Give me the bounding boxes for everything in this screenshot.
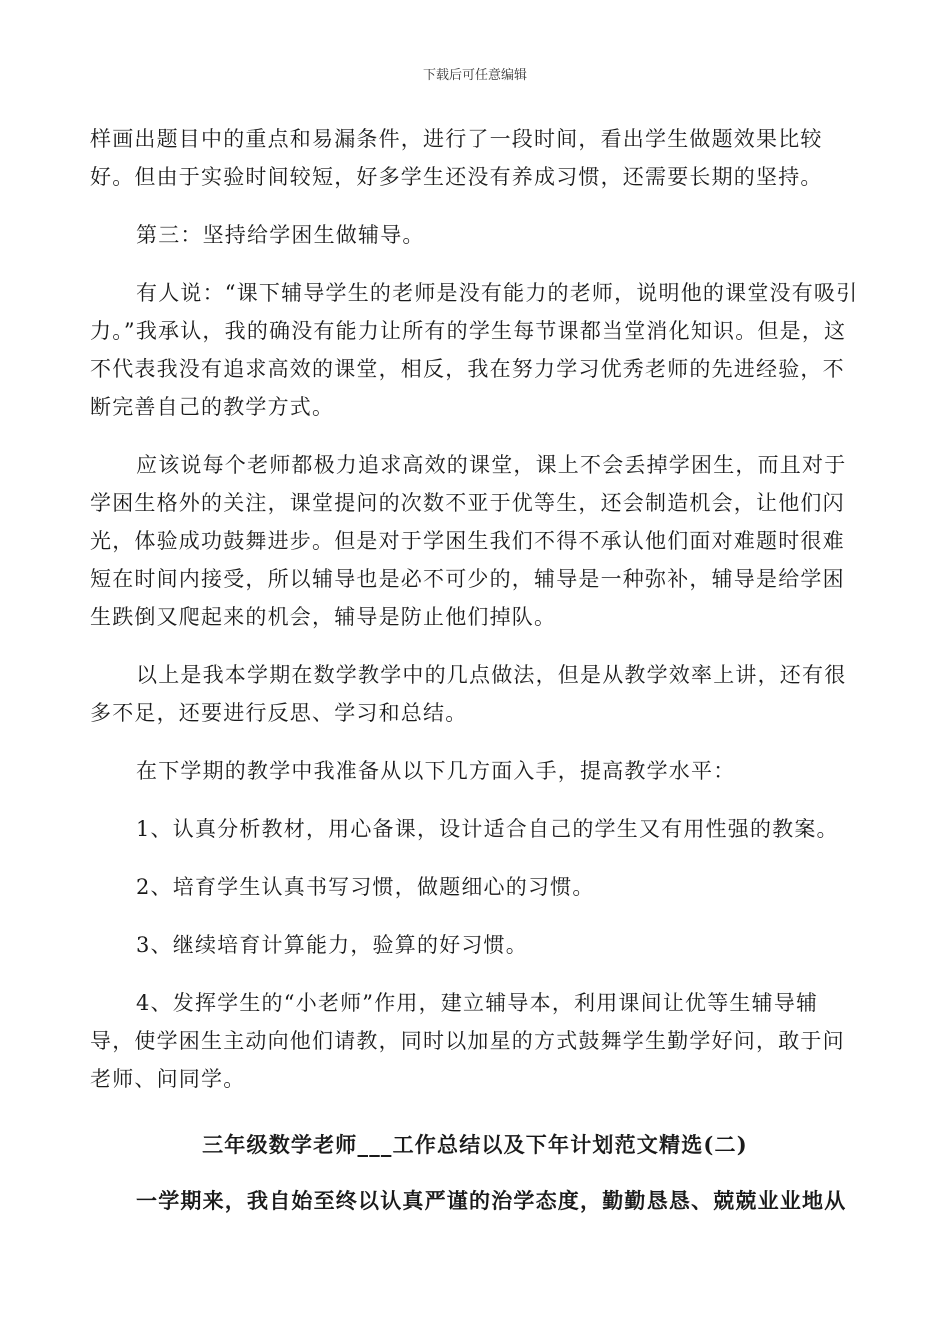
paragraph-quote: 有人说：“课下辅导学生的老师是没有能力的老师，说明他的课堂没有吸引力。”我承认，我的确没有能力让所有的学生每节课都当堂消化知识。但是，这不代表我没有追求高效的课堂，相反，我在努力学习优秀老师的先进经验，不断完善自己的教学方式。 — [90, 281, 859, 419]
section-first-line: 一学期来，我自始至终以认真严谨的治学态度，勤勤恳恳、兢兢业业地从 — [136, 1188, 847, 1213]
paragraph-next-term: 在下学期的教学中我准备从以下几方面入手，提高教学水平： — [136, 759, 736, 783]
paragraph-summary: 以上是我本学期在数学教学中的几点做法，但是从教学效率上讲，还有很多不足，还要进行反思、学习和总结。 — [90, 663, 847, 725]
page-header: 下载后可任意编辑 — [422, 68, 527, 83]
document-body — [90, 120, 860, 1220]
paragraph-continuation: 样画出题目中的重点和易漏条件，进行了一段时间，看出学生做题效果比较好。但由于实验时间较短，好多学生还没有养成习惯，还需要长期的坚持。 — [90, 127, 823, 189]
paragraph-efficient-class: 应该说每个老师都极力追求高效的课堂，课上不会丢掉学困生，而且对于学困生格外的关注，课堂提问的次数不亚于优等生，还会制造机会，让他们闪光，体验成功鼓舞进步。但是对于学困生我们不得不承认他们面对难题时很难短在时间内接受，所以辅导也是必不可少的，辅导是一种弥补，辅导是给学困生跌倒又爬起来的机会，辅导是防止他们掉队。 — [90, 453, 847, 629]
section-title: 三年级数学老师___工作总结以及下年计划范文精选(二) — [202, 1132, 748, 1157]
list-item-2: 2、培育学生认真书写习惯，做题细心的习惯。 — [136, 875, 595, 899]
list-item-4: 4、发挥学生的“小老师”作用，建立辅导本，利用课间让优等生辅导辅导，使学困生主动向他们请教，同时以加星的方式鼓舞学生勤学好问，敢于问老师、问同学。 — [90, 991, 845, 1091]
paragraph-point-three: 第三：坚持给学困生做辅导。 — [136, 223, 425, 247]
list-item-1: 1、认真分析教材，用心备课，设计适合自己的学生又有用性强的教案。 — [136, 817, 839, 841]
list-item-3: 3、继续培育计算能力，验算的好习惯。 — [136, 933, 528, 957]
